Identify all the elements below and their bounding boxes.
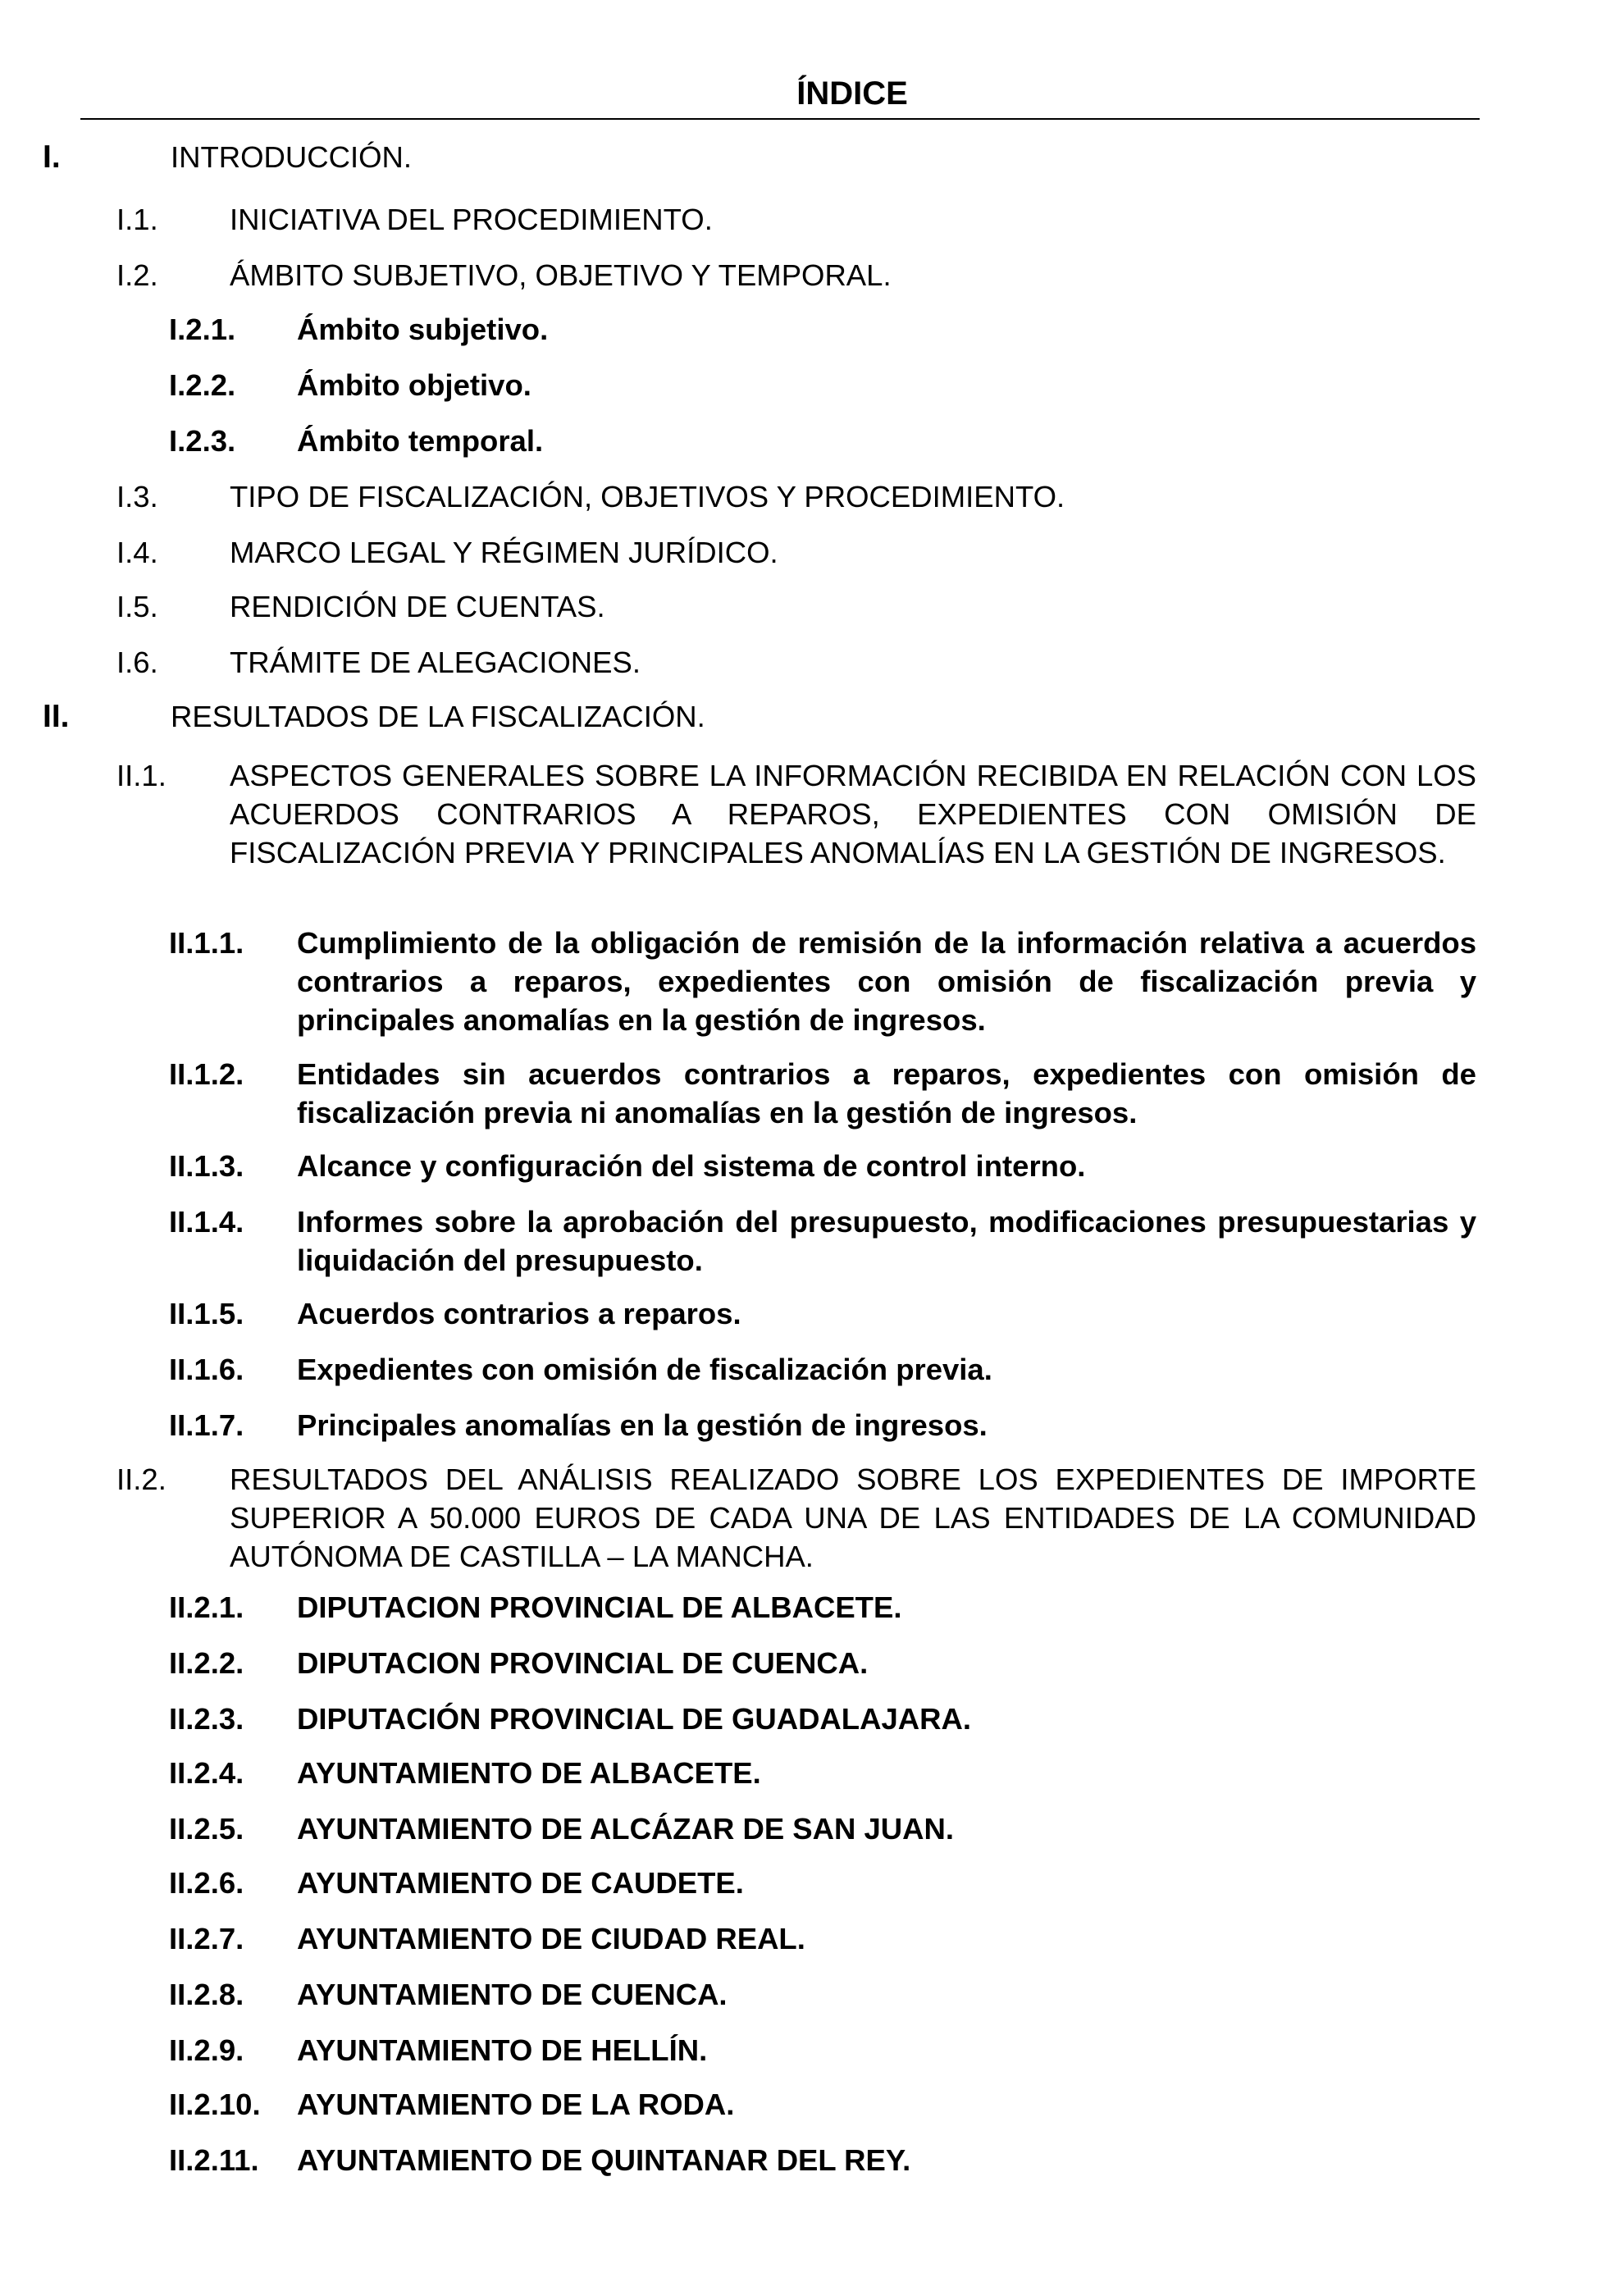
toc-entry-number: II.1.7. (169, 1408, 244, 1442)
toc-entry-text: INTRODUCCIÓN. (171, 140, 413, 174)
toc-entry-number: II.1.2. (169, 1057, 244, 1091)
toc-entry-text: MARCO LEGAL Y RÉGIMEN JURÍDICO. (230, 536, 778, 569)
toc-entry-text: Ámbito subjetivo. (297, 313, 549, 346)
toc-entry-text: Expedientes con omisión de fiscalización previa. (297, 1353, 992, 1386)
toc-entry-number: I.1. (116, 203, 158, 236)
toc-entry-number: II.2.4. (169, 1756, 244, 1790)
toc-entry-text: Cumplimiento de la obligación de remisión de la información relativa a acuerdos contrarios a reparos, expedientes con omisión de fiscalización previa y principales anomalías en la gestión de ingresos. (297, 926, 1476, 1037)
toc-entry-number: I.2.1. (169, 313, 236, 346)
toc-entry-number: II.1.6. (169, 1353, 244, 1386)
toc-entry-number: I.6. (116, 646, 158, 679)
toc-entry-number: I.2.3. (169, 424, 236, 458)
toc-entry-text: AYUNTAMIENTO DE QUINTANAR DEL REY. (297, 2143, 911, 2177)
toc-entry-number: II.2.1. (169, 1590, 244, 1624)
toc-entry-text: DIPUTACION PROVINCIAL DE ALBACETE. (297, 1590, 902, 1624)
toc-entry-number: II.2.10. (169, 2088, 261, 2121)
toc-entry-text: Alcance y configuración del sistema de control interno. (297, 1149, 1086, 1183)
toc-entry-number: II.2.6. (169, 1866, 244, 1900)
toc-entry-text: INICIATIVA DEL PROCEDIMIENTO. (230, 203, 713, 236)
toc-entry-number: I.2. (116, 258, 158, 292)
toc-entry-text: TIPO DE FISCALIZACIÓN, OBJETIVOS Y PROCEDIMIENTO. (230, 480, 1065, 513)
toc-entry-number: II.1.4. (169, 1205, 244, 1239)
toc-entry-text: TRÁMITE DE ALEGACIONES. (230, 646, 641, 679)
toc-entry-text: Acuerdos contrarios a reparos. (297, 1297, 741, 1330)
toc-entry-number: II.1.1. (169, 926, 244, 960)
toc-entry-text: AYUNTAMIENTO DE LA RODA. (297, 2088, 735, 2121)
toc-entry-text: AYUNTAMIENTO DE ALCÁZAR DE SAN JUAN. (297, 1812, 955, 1846)
toc-entry-number: II.2. (116, 1462, 167, 1496)
page-title: ÍNDICE (796, 75, 908, 112)
toc-entry-number: II.2.5. (169, 1812, 244, 1846)
toc-entry-number: I.5. (116, 590, 158, 623)
toc-entry-number: I. (43, 139, 61, 175)
toc-entry-text: AYUNTAMIENTO DE ALBACETE. (297, 1756, 761, 1790)
toc-entry-text: DIPUTACION PROVINCIAL DE CUENCA. (297, 1646, 869, 1680)
toc-entry-number: II.2.9. (169, 2033, 244, 2067)
toc-entry-text: ASPECTOS GENERALES SOBRE LA INFORMACIÓN RECIBIDA EN RELACIÓN CON LOS ACUERDOS CONTRARIOS A REPAROS, EXPEDIENTES CON OMISIÓN DE FISCALIZACIÓN PREVIA Y PRINCIPALES ANOMALÍAS EN LA GESTIÓN DE INGRESOS. (230, 759, 1476, 869)
toc-entry-number: I.2.2. (169, 368, 236, 402)
toc-entry-text: AYUNTAMIENTO DE HELLÍN. (297, 2033, 708, 2067)
toc-entry-number: II. (43, 699, 70, 734)
toc-entry-text: Informes sobre la aprobación del presupuesto, modificaciones presupuestarias y liquidación del presupuesto. (297, 1205, 1476, 1277)
title-underline (80, 118, 1480, 120)
toc-entry-number: II.2.7. (169, 1922, 244, 1955)
toc-entry-text: DIPUTACIÓN PROVINCIAL DE GUADALAJARA. (297, 1702, 971, 1736)
toc-entry-text: RESULTADOS DE LA FISCALIZACIÓN. (171, 700, 705, 733)
toc-entry-text: Ámbito temporal. (297, 424, 544, 458)
toc-entry-number: II.1.5. (169, 1297, 244, 1330)
toc-entry-text: Ámbito objetivo. (297, 368, 531, 402)
toc-entry-number: I.4. (116, 536, 158, 569)
toc-entry-text: AYUNTAMIENTO DE CIUDAD REAL. (297, 1922, 805, 1955)
toc-entry-number: II.2.3. (169, 1702, 244, 1736)
toc-entry-number: I.3. (116, 480, 158, 513)
toc-entry-text: ÁMBITO SUBJETIVO, OBJETIVO Y TEMPORAL. (230, 258, 892, 292)
toc-entry-text: Entidades sin acuerdos contrarios a reparos, expedientes con omisión de fiscalización previa ni anomalías en la gestión de ingresos. (297, 1057, 1476, 1129)
toc-entry-number: II.1.3. (169, 1149, 244, 1183)
toc-entry-text: RESULTADOS DEL ANÁLISIS REALIZADO SOBRE LOS EXPEDIENTES DE IMPORTE SUPERIOR A 50.000 EUROS DE CADA UNA DE LAS ENTIDADES DE LA COMUNIDAD AUTÓNOMA DE CASTILLA – LA MANCHA. (230, 1462, 1476, 1573)
toc-entry-number: II.1. (116, 759, 167, 792)
toc-entry-number: II.2.11. (169, 2143, 259, 2177)
toc-entry-number: II.2.8. (169, 1978, 244, 2011)
toc-entry-text: RENDICIÓN DE CUENTAS. (230, 590, 605, 623)
toc-entry-text: Principales anomalías en la gestión de ingresos. (297, 1408, 988, 1442)
toc-entry-number: II.2.2. (169, 1646, 244, 1680)
toc-entry-text: AYUNTAMIENTO DE CUENCA. (297, 1978, 728, 2011)
toc-entry-text: AYUNTAMIENTO DE CAUDETE. (297, 1866, 744, 1900)
